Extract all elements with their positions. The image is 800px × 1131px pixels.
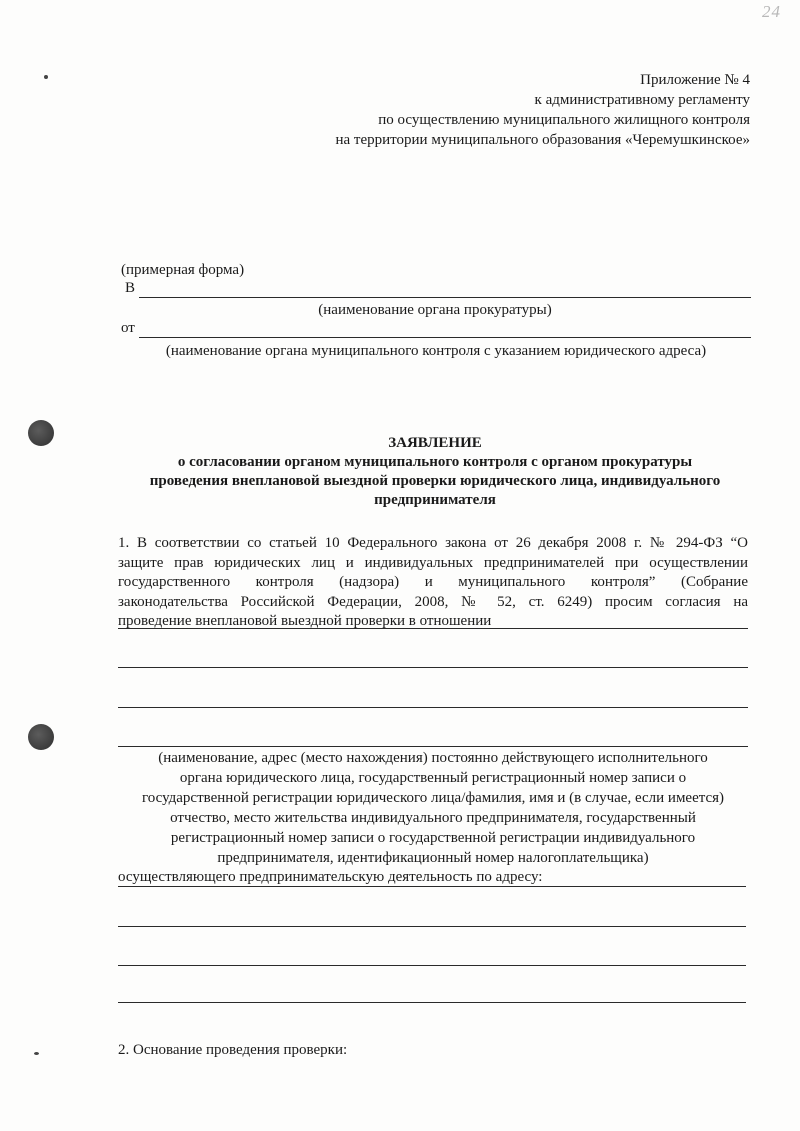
address-field-line-2[interactable] — [118, 926, 746, 927]
caption-line: регистрационный номер записи о государственной регистрации индивидуального — [170, 830, 696, 846]
page-number-mark: 24 — [762, 2, 781, 21]
prosecutor-office-caption: (наименование органа прокуратуры) — [318, 302, 552, 318]
subject-field-line-3[interactable] — [118, 707, 748, 708]
punch-hole-bottom — [28, 724, 54, 750]
address-field-line-3[interactable] — [118, 965, 746, 966]
appendix-header — [230, 70, 750, 150]
to-prefix: В — [125, 280, 136, 296]
subject-field-line-1[interactable] — [118, 628, 748, 629]
document-title — [120, 434, 750, 510]
paragraph-line: 1. В соответствии со статьей 10 Федерального закона от 26 декабря 2008 г. № 294-ФЗ “О — [118, 535, 748, 551]
control-body-caption: (наименование органа муниципального контроля с указанием юридического адреса) — [165, 343, 707, 359]
paragraph-line: государственного контроля (надзора) и муниципального контроля” (Собрание — [118, 574, 748, 590]
header-line: по осуществлению муниципального жилищного контроля — [378, 112, 750, 128]
punch-hole-top — [28, 420, 54, 446]
paragraph-line: защите прав юридических лиц и индивидуальных предпринимателей при осуществлении — [118, 554, 748, 571]
caption-line: государственной регистрации юридического лица/фамилия, имя и (в случае, если имеется) — [141, 790, 725, 806]
paragraph-line: законодательства Российской Федерации, 2008, № 52, ст. 6249) просим согласия на — [118, 593, 748, 610]
header-line: Приложение № 4 — [640, 72, 750, 88]
control-body-field[interactable] — [139, 337, 751, 338]
subject-caption — [118, 748, 748, 868]
caption-line: отчество, место жительства индивидуального предпринимателя, государственный — [170, 810, 696, 826]
section-1-paragraph — [118, 534, 748, 632]
scan-speck — [34, 1052, 39, 1055]
scan-speck — [44, 75, 48, 79]
address-field-line-4[interactable] — [118, 1002, 746, 1003]
section-2-label: 2. Основание проведения проверки: — [118, 1042, 348, 1058]
caption-line: (наименование, адрес (место нахождения) постоянно действующего исполнительного — [158, 750, 708, 766]
address-field-line-1[interactable] — [118, 886, 746, 887]
address-label: осуществляющего предпринимательскую деятельность по адресу: — [118, 869, 543, 885]
sample-form-label: (примерная форма) — [121, 262, 245, 278]
header-line: к административному регламенту — [534, 92, 750, 108]
paragraph-line: проведение внеплановой выездной проверки в отношении — [118, 613, 492, 629]
title-heading: ЗАЯВЛЕНИЕ — [388, 435, 482, 451]
caption-line: предпринимателя, идентификационный номер налогоплательщика) — [217, 850, 649, 866]
title-line: проведения внеплановой выездной проверки юридического лица, индивидуального — [149, 473, 721, 489]
title-line: предпринимателя — [374, 492, 496, 508]
header-line: на территории муниципального образования «Черемушкинское» — [335, 132, 750, 148]
subject-field-line-2[interactable] — [118, 667, 748, 668]
caption-line: органа юридического лица, государственный регистрационный номер записи о — [179, 770, 687, 786]
prosecutor-office-field[interactable] — [139, 297, 751, 298]
subject-field-line-4[interactable] — [118, 746, 748, 747]
title-line: о согласовании органом муниципального контроля с органом прокуратуры — [177, 454, 693, 470]
from-prefix: от — [121, 320, 135, 336]
